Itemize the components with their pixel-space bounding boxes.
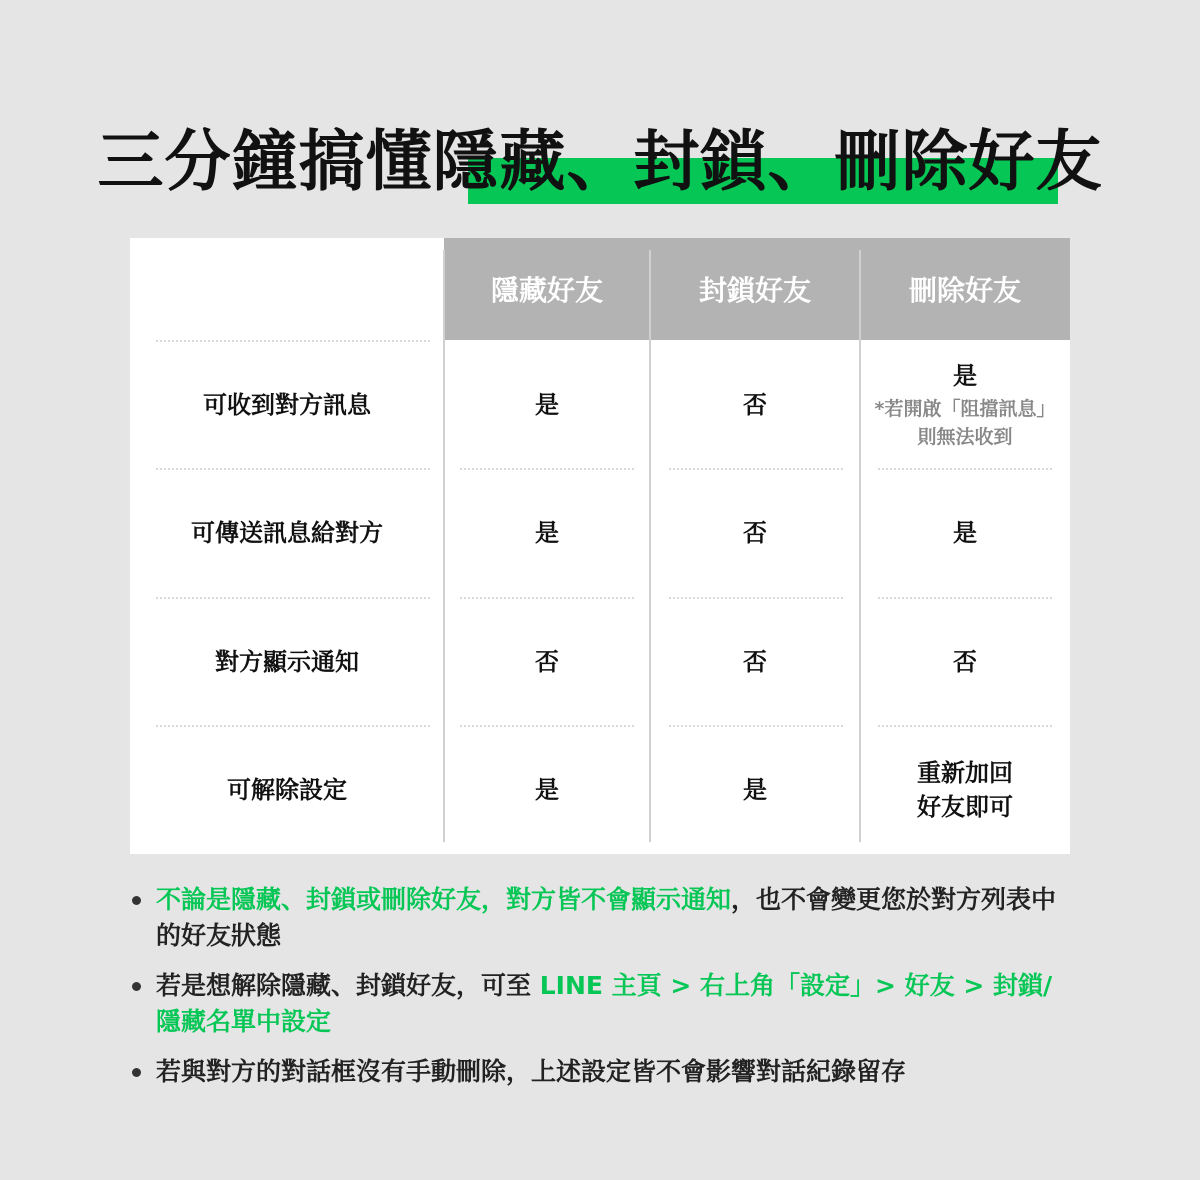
row-label: 可收到對方訊息 [203,391,371,419]
table-cell [860,727,1070,853]
cell-note-line: *若開啟「阻擋訊息」 [874,398,1056,420]
column-header-block: 封鎖好友 [650,238,860,340]
comparison-table [130,238,1070,854]
title-area [0,118,1200,208]
table-cell: 是 [535,776,559,804]
table-cell: 是 [535,519,559,547]
cell-value: 是 [953,362,977,390]
table-cell: 是 [535,391,559,419]
cell-value-line: 好友即可 [917,793,1013,821]
list-item [130,882,1075,954]
row-label: 可解除設定 [227,776,347,804]
cell-note-line: 則無法收到 [917,426,1013,448]
table-cell-with-note [860,342,1070,468]
row-label: 對方顯示通知 [215,648,359,676]
note-highlight: 不論是隱藏、封鎖或刪除好友，對方皆不會顯示通知 [156,885,732,914]
list-item [130,1054,1075,1090]
column-header-hide: 隱藏好友 [444,238,650,340]
note-text: 若與對方的對話框沒有手動刪除，上述設定皆不會影響對話紀錄留存 [156,1057,907,1086]
note-text: ，也不會變更您於對方列表中的好友狀態 [156,885,1057,950]
cell-note [875,395,1056,451]
table-cell: 否 [743,391,767,419]
page-title: 三分鐘搞懂隱藏、封鎖、刪除好友 [97,123,1103,200]
bullet-icon [132,1068,141,1077]
table-cell: 否 [535,648,559,676]
row-label: 可傳送訊息給對方 [191,519,383,547]
table-cell: 否 [743,648,767,676]
column-header-delete: 刪除好友 [860,238,1070,340]
note-highlight: LINE 主頁 > 右上角「設定」> 好友 > 封鎖/隱藏名單中設定 [156,971,1053,1036]
notes-list [130,882,1075,1104]
bullet-icon [132,982,141,991]
table-cell: 是 [953,519,977,547]
table-cell: 是 [743,776,767,804]
note-text: 若是想解除隱藏、封鎖好友，可至 [156,971,540,1000]
table-cell: 否 [743,519,767,547]
cell-value-line: 重新加回 [917,759,1013,787]
table-cell: 否 [953,648,977,676]
bullet-icon [132,896,141,905]
list-item [130,968,1075,1040]
